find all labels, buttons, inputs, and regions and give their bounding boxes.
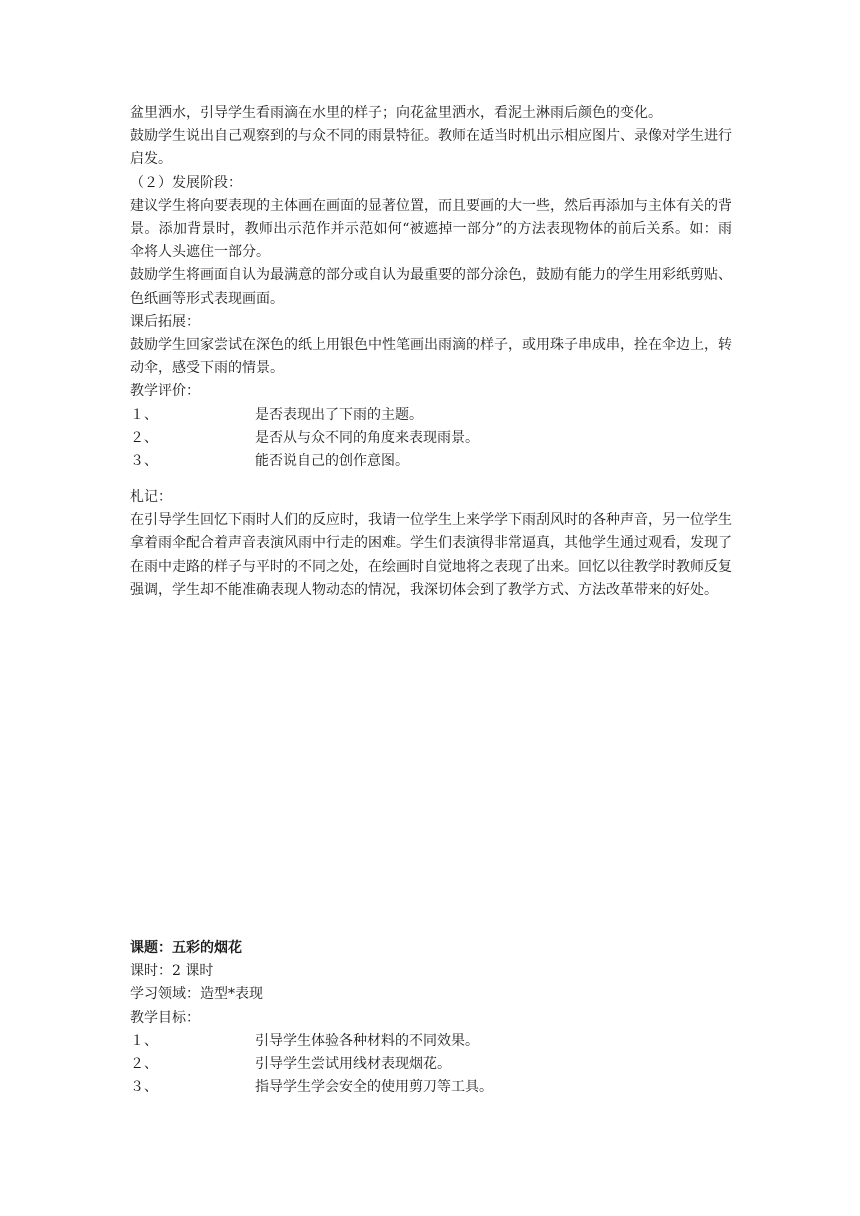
evaluation-list	[130, 404, 732, 474]
list-item	[130, 450, 732, 473]
list-item	[130, 404, 732, 427]
goals-heading: 教学目标：	[130, 1009, 200, 1026]
stage2-heading: （２）发展阶段：	[130, 174, 242, 191]
paragraph-notes: 在引导学生回忆下雨时人们的反应时，我请一位学生上来学学下雨刮风时的各种声音，另一位学生拿着雨伞配合着声音表演风雨中行走的困难。学生们表演得非常逼真，其他学生通过观看，发现了在雨中走路的样子与平时的不同之处，在绘画时自觉地将之表现了出来。回忆以往教学时教师反复强调，学生却不能准确表现人物动态的情况，我深切体会到了教学方式、方法改革带来的好处。	[130, 512, 732, 598]
list-item-text: 指导学生学会安全的使用剪刀等工具。	[255, 1079, 493, 1096]
list-item	[130, 1076, 732, 1099]
list-item-text: 是否表现出了下雨的主题。	[255, 406, 423, 423]
paragraph-water-observation: 盆里洒水，引导学生看雨滴在水里的样子；向花盆里洒水，看泥土淋雨后颜色的变化。	[130, 105, 662, 121]
list-item-number: ３、	[130, 1079, 158, 1096]
list-item-number: ３、	[130, 453, 158, 470]
paragraph-coloring-advice: 鼓励学生将画面自认为最满意的部分或自认为最重要的部分涂色，鼓励有能力的学生用彩纸剪贴、色纸画等形式表现画面。	[130, 267, 732, 307]
list-item-number: １、	[130, 1032, 158, 1049]
list-item	[130, 1053, 732, 1076]
list-item-text: 引导学生尝试用线材表现烟花。	[255, 1056, 451, 1072]
list-item	[130, 427, 732, 450]
list-item-text: 是否从与众不同的角度来表现雨景。	[255, 429, 479, 446]
notes-section	[130, 486, 732, 602]
paragraph-composition-advice: 建议学生将向要表现的主体画在画面的显著位置，而且要画的大一些，然后再添加与主体有关的背景。添加背景时，教师出示范作并示范如何“被遮掉一部分”的方法表现物体的前后关系。如：雨伞将人头遮住一部分。	[130, 197, 732, 261]
extension-heading: 课后拓展：	[130, 313, 200, 330]
lesson-title: 课题：五彩的烟花	[130, 940, 242, 956]
list-item-text: 引导学生体验各种材料的不同效果。	[255, 1032, 479, 1049]
lesson-continuation	[130, 102, 732, 473]
lesson-domain: 学习领域：造型*表现	[130, 986, 263, 1003]
list-item-number: １、	[130, 406, 158, 423]
paragraph-extension: 鼓励学生回家尝试在深色的纸上用银色中性笔画出雨滴的样子，或用珠子串成串，拴在伞边上，转动伞，感受下雨的情景。	[130, 337, 732, 377]
list-item-number: ２、	[130, 429, 158, 446]
lesson-hours: 课时：2 课时	[130, 963, 214, 980]
notes-heading: 札记：	[130, 489, 172, 505]
list-item	[130, 1030, 732, 1053]
list-item-text: 能否说自己的创作意图。	[255, 453, 409, 470]
lesson-fireworks	[130, 937, 732, 1099]
goals-list	[130, 1030, 732, 1100]
document-page	[130, 0, 732, 1216]
list-item-number: ２、	[130, 1056, 158, 1072]
evaluation-heading: 教学评价：	[130, 383, 200, 400]
paragraph-encourage-observation: 鼓励学生说出自己观察到的与众不同的雨景特征。教师在适当时机出示相应图片、录像对学生进行启发。	[130, 128, 732, 168]
